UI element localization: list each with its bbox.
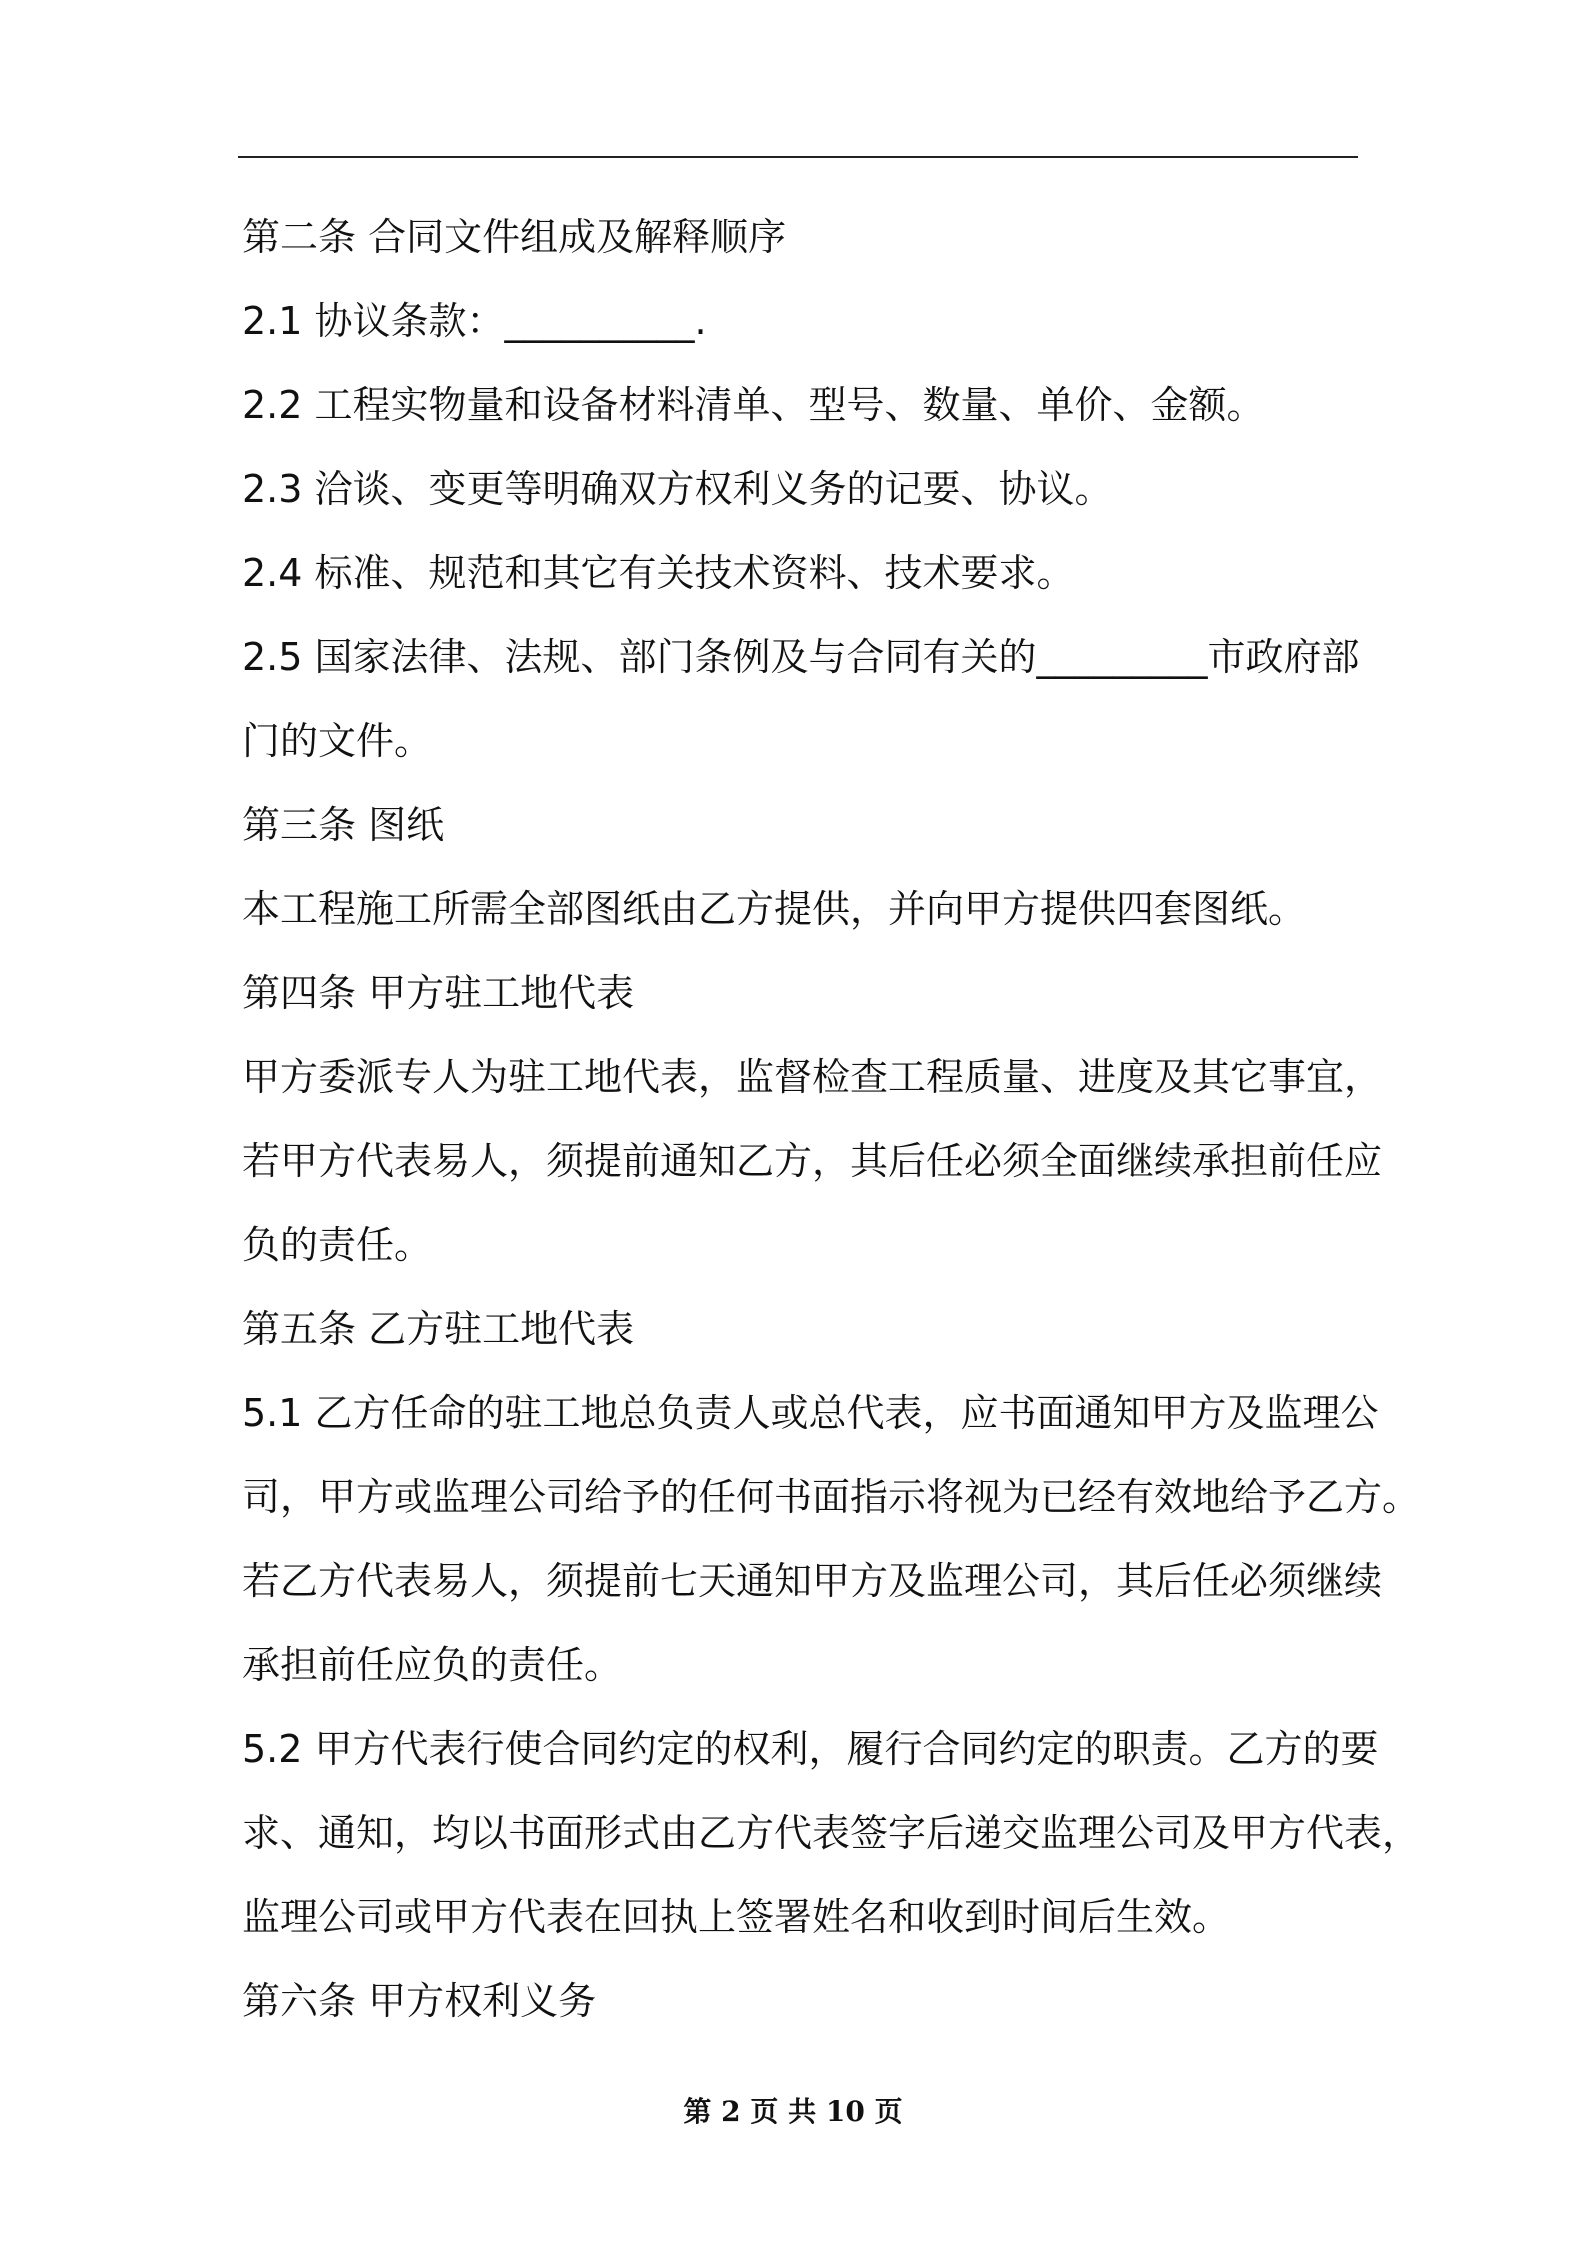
article-3-heading: 第三条 图纸 bbox=[242, 803, 445, 847]
article-3-text: 本工程施工所需全部图纸由乙方提供，并向甲方提供四套图纸。 bbox=[242, 887, 1307, 931]
clause-2-2: 2.2 工程实物量和设备材料清单、型号、数量、单价、金额。 bbox=[242, 383, 1265, 427]
article-2-heading: 第二条 合同文件组成及解释顺序 bbox=[242, 215, 787, 259]
clause-2-4: 2.4 标准、规范和其它有关技术资料、技术要求。 bbox=[242, 551, 1075, 595]
article-6-heading: 第六条 甲方权利义务 bbox=[242, 1979, 597, 2023]
clause-5-2-line-1: 5.2 甲方代表行使合同约定的权利，履行合同约定的职责。乙方的要 bbox=[242, 1727, 1379, 1771]
clause-2-3: 2.3 洽谈、变更等明确双方权利义务的记要、协议。 bbox=[242, 467, 1113, 511]
header-rule bbox=[238, 156, 1358, 158]
article-4-text-3: 负的责任。 bbox=[242, 1223, 433, 1267]
article-5-heading: 第五条 乙方驻工地代表 bbox=[242, 1307, 635, 1351]
clause-2-5: 2.5 国家法律、法规、部门条例及与合同有关的_________市政府部 bbox=[242, 635, 1360, 679]
article-4-text-2: 若甲方代表易人，须提前通知乙方，其后任必须全面继续承担前任应 bbox=[242, 1139, 1383, 1183]
article-4-heading: 第四条 甲方驻工地代表 bbox=[242, 971, 635, 1015]
article-4-text-1: 甲方委派专人为驻工地代表，监督检查工程质量、进度及其它事宜， bbox=[242, 1055, 1383, 1099]
clause-5-1-line-4: 承担前任应负的责任。 bbox=[242, 1643, 623, 1687]
clause-2-1: 2.1 协议条款：__________. bbox=[242, 299, 707, 343]
clause-5-1-line-2: 司，甲方或监理公司给予的任何书面指示将视为已经有效地给予乙方。 bbox=[242, 1475, 1421, 1519]
document-body bbox=[242, 195, 1421, 2043]
page-number: 第 2 页 共 10 页 bbox=[683, 2095, 903, 2128]
clause-5-2-line-3: 监理公司或甲方代表在回执上签署姓名和收到时间后生效。 bbox=[242, 1895, 1231, 1939]
clause-5-2-line-2: 求、通知，均以书面形式由乙方代表签字后递交监理公司及甲方代表， bbox=[242, 1811, 1421, 1855]
clause-5-1-line-3: 若乙方代表易人，须提前七天通知甲方及监理公司，其后任必须继续 bbox=[242, 1559, 1383, 1603]
clause-2-5-cont: 门的文件。 bbox=[242, 719, 433, 763]
clause-5-1-line-1: 5.1 乙方任命的驻工地总负责人或总代表，应书面通知甲方及监理公 bbox=[242, 1391, 1379, 1435]
